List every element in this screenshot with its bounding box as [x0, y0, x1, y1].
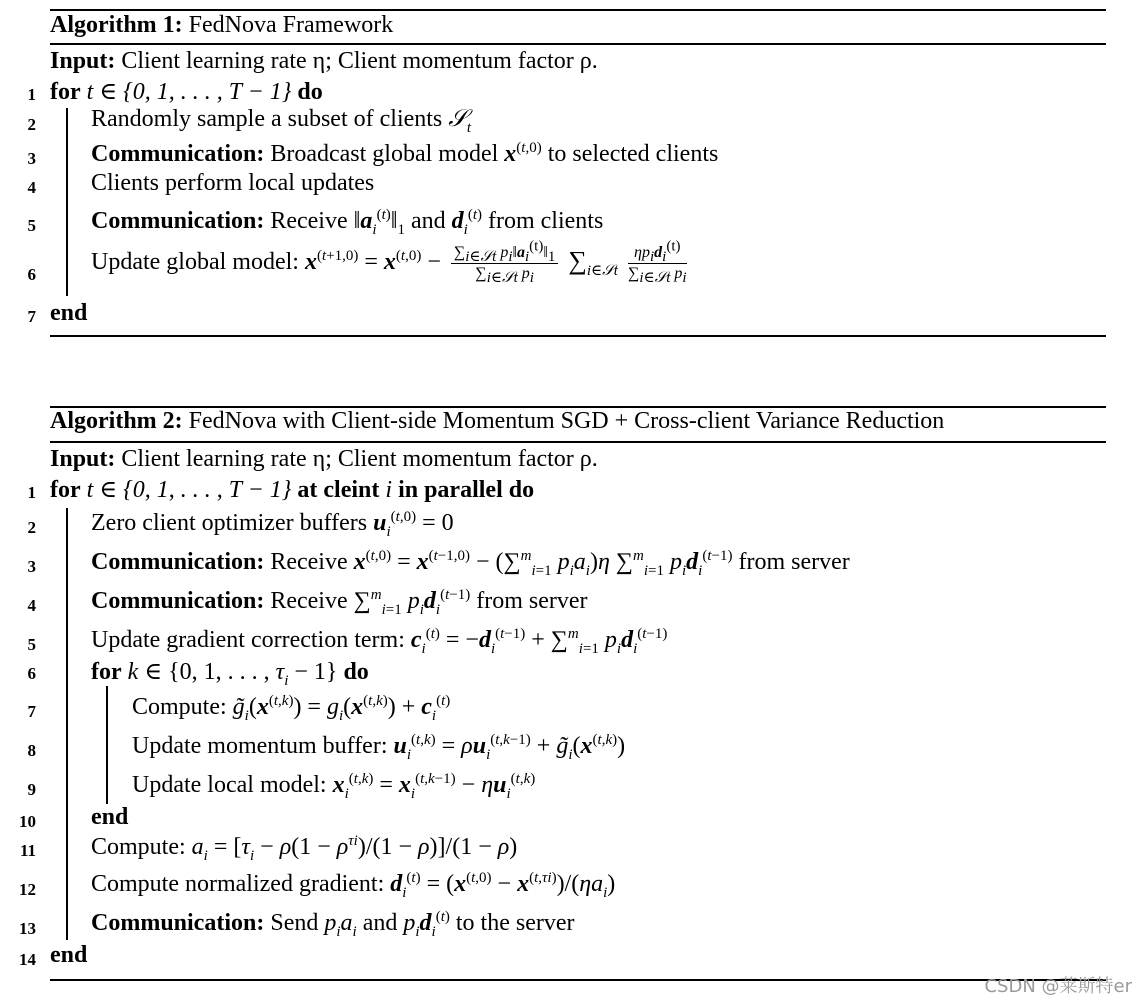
algorithm-2-name: FedNova with Client-side Momentum SGD + Cross-client Variance Reduction [188, 408, 945, 434]
block-bar-outer [66, 508, 68, 940]
algorithm-2-title [50, 408, 944, 435]
algorithm-1-title [50, 12, 393, 39]
alg2-line-13: Communication: Send $p_ia_i$ and $p_id_i^{(t)}$ to the server [91, 909, 575, 940]
alg2-line-6: for k ∈ {0, 1, . . . , $\tau_i - 1$} do [91, 659, 369, 689]
algorithm-1 [50, 0, 1106, 340]
title-rule [50, 441, 1106, 443]
algorithm-1-name: FedNova Framework [188, 12, 394, 38]
input-line: Input: Client learning rate η; Client momentum factor ρ. [50, 446, 598, 472]
alg1-line-1: for t ∈ {0, 1, . . . , T − 1} do [50, 79, 323, 105]
fraction: $\frac{\eta p_id_i^{(t)}}{\sum_{i\in 𝒮t} p_i}$ [627, 238, 687, 287]
algorithm-1-label: Algorithm 1: [50, 12, 183, 38]
block-bar-inner [106, 686, 108, 804]
input-line: Input: Client learning rate η; Client momentum factor ρ. [50, 48, 598, 74]
watermark: CSDN @莱斯特er [984, 976, 1132, 997]
alg2-line-12: Compute normalized gradient: $d_i^{(t)} = (x^{(t,0)} - x^{(t,\tau i)})/(\eta a_i)$ [91, 870, 616, 901]
algorithm-2-label: Algorithm 2: [50, 408, 183, 434]
alg2-line-14: end [50, 942, 88, 968]
alg2-line-3: Communication: Receive $x^{(t,0)} = x^{(t-1,0)} - (\sum^m_{i=1}$ $p_ia_i)\eta$ ∑$^m_{i=1}$ $p_id_i^{(t-1)}$ from server [91, 548, 850, 579]
alg2-line-5: Update gradient correction term: $c_i^{(t)} = -d_i^{(t-1)} + \sum^m_{i=1}$ $p_id_i^{(t-1)}$ [91, 626, 668, 657]
alg2-line-2: Zero client optimizer buffers $u_i^{(t,0)} = 0$ [91, 509, 454, 540]
title-rule [50, 43, 1106, 45]
alg2-line-9: Update local model: $x_i^{(t,k)} = x_i^{(t,k-1)} - \eta u_i^{(t,k)}$ [132, 771, 536, 802]
bottom-rule [50, 335, 1106, 337]
alg2-line-4: Communication: Receive ∑$^m_{i=1}$ $p_id_i^{(t-1)}$ from server [91, 587, 588, 618]
block-bar [66, 108, 68, 296]
alg1-line-2: Randomly sample a subset of clients 𝒮$_t$ [91, 106, 472, 136]
alg2-line-8: Update momentum buffer: $u_i^{(t,k)} = \rho u_i^{(t,k-1)}$ + $g̃_i(x^{(t,k)})$ [132, 732, 626, 763]
alg1-line-4: Clients perform local updates [91, 170, 375, 196]
fraction: $\frac{\sum_{i\in 𝒮t} p_i‖a_i^{(t)}‖_1}{\sum_{i\in 𝒮t} p_i}$ [451, 244, 558, 283]
bottom-rule [50, 979, 1106, 981]
alg1-line-3: Communication: Broadcast global model $x^{(t,0)}$ to selected clients [91, 140, 719, 167]
algorithm-2 [50, 398, 1106, 988]
alg1-line-5: Communication: Receive $‖a_i^{(t)}‖_1$ and $d_i^{(t)}$ from clients [91, 207, 604, 238]
top-rule [50, 9, 1106, 11]
alg2-line-7: Compute: $g̃_i(x^{(t,k)}) = g_i(x^{(t,k)}) + c_i^{(t)}$ [132, 693, 451, 724]
alg2-line-1: for t ∈ {0, 1, . . . , T − 1} at cleint i in parallel do [50, 477, 535, 503]
alg2-line-10: end [91, 804, 129, 830]
alg2-line-11: Compute: $a_i = [\tau_i - \rho(1 - \rho^{\tau i})/(1 - \rho)]/(1 - \rho)$ [91, 833, 518, 864]
alg1-line-7: end [50, 300, 88, 326]
alg1-line-6: Update global model: $x^{(t+1,0)} = x^{(t,0)}$ − $\frac{\sum_{i\in 𝒮t} p_i‖a_i^{(t)}‖_1}{\sum_{i\in 𝒮t} p_i}$ $\sum_{i\in 𝒮t}$ $\frac{\eta p_id_i^{(t)}}{\sum_{i\in 𝒮t} p_i}$ [91, 238, 687, 287]
